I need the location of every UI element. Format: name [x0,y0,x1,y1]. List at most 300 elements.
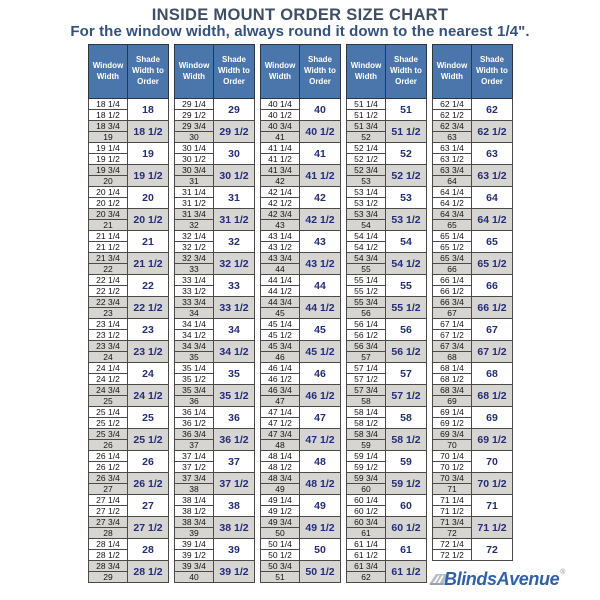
window-width-cell: 33 [175,264,214,275]
window-width-cell: 67 3/4 [433,341,472,352]
shade-width-cell: 58 1/2 [386,429,427,451]
shade-width-cell: 43 1/2 [300,253,341,275]
table-row [433,539,513,550]
brand-logo-text: BlindsAvenue [444,569,560,589]
window-width-cell: 66 1/4 [433,275,472,286]
size-table [88,44,169,583]
shade-width-cell: 51 [386,99,427,121]
table-row [261,165,341,176]
shade-width-cell: 59 1/2 [386,473,427,495]
table-row [175,363,255,374]
window-width-cell: 50 [261,528,300,539]
table-row [347,539,427,550]
window-width-cell: 54 3/4 [347,253,386,264]
table-row [175,165,255,176]
shade-width-cell: 32 1/2 [214,253,255,275]
shade-width-header: Shade Width to Order [128,45,169,99]
table-row [261,275,341,286]
table-row [347,473,427,484]
window-width-cell: 35 1/4 [175,363,214,374]
shade-width-cell: 54 [386,231,427,253]
window-width-cell: 63 1/4 [433,143,472,154]
window-width-cell: 31 1/2 [175,198,214,209]
shade-width-cell: 46 [300,363,341,385]
window-width-cell: 66 3/4 [433,297,472,308]
shade-width-cell: 55 [386,275,427,297]
table-row [89,407,169,418]
shade-width-cell: 45 1/2 [300,341,341,363]
shade-width-cell: 48 1/2 [300,473,341,495]
window-width-cell: 66 1/2 [433,286,472,297]
shade-width-cell: 57 1/2 [386,385,427,407]
table-row [347,561,427,572]
table-row [433,121,513,132]
window-width-cell: 68 [433,352,472,363]
window-width-cell: 55 1/4 [347,275,386,286]
table-row [175,231,255,242]
window-width-cell: 28 1/2 [89,550,128,561]
window-width-cell: 27 1/4 [89,495,128,506]
shade-width-cell: 20 1/2 [128,209,169,231]
shade-width-cell: 39 [214,539,255,561]
table-row [89,253,169,264]
table-row [89,209,169,220]
window-width-cell: 37 3/4 [175,473,214,484]
window-width-cell: 46 1/4 [261,363,300,374]
window-width-cell: 44 1/2 [261,286,300,297]
window-width-cell: 32 [175,220,214,231]
page-subtitle: For the window width, always round it down to the nearest 1/4". [70,23,530,40]
shade-width-cell: 21 [128,231,169,253]
shade-width-cell: 60 1/2 [386,517,427,539]
shade-width-cell: 18 [128,99,169,121]
shade-width-cell: 22 1/2 [128,297,169,319]
window-width-cell: 47 3/4 [261,429,300,440]
window-width-cell: 29 1/4 [175,99,214,110]
window-width-cell: 22 3/4 [89,297,128,308]
shade-width-cell: 51 1/2 [386,121,427,143]
window-width-cell: 42 3/4 [261,209,300,220]
window-width-cell: 60 1/4 [347,495,386,506]
window-width-cell: 38 1/4 [175,495,214,506]
window-width-cell: 49 3/4 [261,517,300,528]
window-width-cell: 57 1/4 [347,363,386,374]
window-width-cell: 62 3/4 [433,121,472,132]
window-width-cell: 40 [175,572,214,583]
window-width-cell: 43 [261,220,300,231]
window-width-cell: 45 [261,308,300,319]
window-width-cell: 45 1/4 [261,319,300,330]
shade-width-cell: 28 1/2 [128,561,169,583]
window-width-cell: 64 1/4 [433,187,472,198]
table-row [89,165,169,176]
shade-width-cell: 65 1/2 [472,253,513,275]
shade-width-cell: 61 1/2 [386,561,427,583]
page-title: INSIDE MOUNT ORDER SIZE CHART [151,6,449,24]
window-width-cell: 57 3/4 [347,385,386,396]
window-width-header: Window Width [89,45,128,99]
window-width-cell: 28 [89,528,128,539]
table-row [175,341,255,352]
window-width-cell: 54 1/4 [347,231,386,242]
window-width-cell: 68 1/2 [433,374,472,385]
shade-width-cell: 29 [214,99,255,121]
window-width-cell: 35 [175,352,214,363]
shade-width-cell: 49 [300,495,341,517]
window-width-cell: 39 3/4 [175,561,214,572]
window-width-cell: 31 1/4 [175,187,214,198]
table-row [175,121,255,132]
shade-width-cell: 30 [214,143,255,165]
window-width-cell: 58 [347,396,386,407]
header-row [347,45,427,99]
window-width-cell: 25 [89,396,128,407]
window-width-cell: 49 1/2 [261,506,300,517]
window-width-cell: 53 [347,176,386,187]
window-width-cell: 67 [433,308,472,319]
window-width-cell: 58 1/2 [347,418,386,429]
table-row [261,231,341,242]
shade-width-cell: 33 1/2 [214,297,255,319]
window-width-cell: 39 [175,528,214,539]
window-width-cell: 71 1/2 [433,506,472,517]
shade-width-cell: 70 1/2 [472,473,513,495]
table-row [261,99,341,110]
window-width-cell: 67 1/4 [433,319,472,330]
shade-width-cell: 19 1/2 [128,165,169,187]
table-row [89,143,169,154]
window-width-cell: 43 1/4 [261,231,300,242]
table-row [175,275,255,286]
shade-width-cell: 67 1/2 [472,341,513,363]
table-row [433,143,513,154]
table-row [89,495,169,506]
table-row [347,99,427,110]
shade-width-cell: 57 [386,363,427,385]
window-width-cell: 19 1/2 [89,154,128,165]
shade-width-cell: 63 [472,143,513,165]
shade-width-cell: 66 [472,275,513,297]
shade-width-cell: 24 1/2 [128,385,169,407]
window-width-cell: 45 3/4 [261,341,300,352]
table-row [175,561,255,572]
table-row [347,407,427,418]
shade-width-cell: 32 [214,231,255,253]
table-row [261,517,341,528]
table-row [175,99,255,110]
window-width-cell: 34 3/4 [175,341,214,352]
table-row [347,341,427,352]
window-width-cell: 21 [89,220,128,231]
window-width-cell: 42 [261,176,300,187]
window-width-cell: 46 3/4 [261,385,300,396]
window-width-cell: 57 1/2 [347,374,386,385]
shade-width-cell: 52 [386,143,427,165]
window-width-cell: 60 3/4 [347,517,386,528]
window-width-cell: 44 [261,264,300,275]
shade-width-header: Shade Width to Order [386,45,427,99]
table-row [261,407,341,418]
window-width-cell: 39 1/2 [175,550,214,561]
table-row [175,429,255,440]
shade-width-cell: 63 1/2 [472,165,513,187]
shade-width-cell: 40 1/2 [300,121,341,143]
window-width-cell: 51 1/4 [347,99,386,110]
table-row [261,451,341,462]
window-width-cell: 53 1/4 [347,187,386,198]
window-width-cell: 18 1/2 [89,110,128,121]
shade-width-cell: 27 [128,495,169,517]
table-row [89,473,169,484]
table-row [261,253,341,264]
window-width-cell: 69 1/4 [433,407,472,418]
window-width-cell: 30 1/2 [175,154,214,165]
table-row [347,385,427,396]
shade-width-cell: 24 [128,363,169,385]
shade-width-cell: 70 [472,451,513,473]
window-width-cell: 48 3/4 [261,473,300,484]
window-width-cell: 41 1/4 [261,143,300,154]
shade-width-cell: 21 1/2 [128,253,169,275]
shade-width-cell: 44 1/2 [300,297,341,319]
window-width-cell: 38 [175,484,214,495]
shade-width-cell: 50 [300,539,341,561]
window-width-cell: 58 3/4 [347,429,386,440]
table-row [261,539,341,550]
window-width-cell: 32 1/2 [175,242,214,253]
window-width-cell: 26 [89,440,128,451]
window-width-cell: 43 1/2 [261,242,300,253]
shade-width-cell: 68 [472,363,513,385]
window-width-cell: 19 [89,132,128,143]
window-width-cell: 59 1/2 [347,462,386,473]
shade-width-cell: 69 [472,407,513,429]
shade-width-cell: 52 1/2 [386,165,427,187]
table-row [347,495,427,506]
window-width-cell: 46 [261,352,300,363]
shade-width-header: Shade Width to Order [214,45,255,99]
brand-logo [426,569,565,593]
table-row [261,385,341,396]
registered-mark: ® [560,569,566,576]
window-width-cell: 30 1/4 [175,143,214,154]
window-width-cell: 23 [89,308,128,319]
shade-width-cell: 38 [214,495,255,517]
window-width-cell: 52 3/4 [347,165,386,176]
window-width-cell: 50 1/2 [261,550,300,561]
window-width-cell: 42 1/4 [261,187,300,198]
shade-width-cell: 46 1/2 [300,385,341,407]
shade-width-cell: 69 1/2 [472,429,513,451]
window-width-cell: 30 3/4 [175,165,214,176]
shade-width-cell: 42 1/2 [300,209,341,231]
window-width-cell: 47 1/4 [261,407,300,418]
window-width-cell: 59 [347,440,386,451]
shade-width-cell: 26 1/2 [128,473,169,495]
shade-width-cell: 37 1/2 [214,473,255,495]
table-row [433,253,513,264]
window-width-cell: 42 1/2 [261,198,300,209]
table-row [175,451,255,462]
table-row [433,297,513,308]
shade-width-cell: 41 1/2 [300,165,341,187]
size-table [432,44,513,561]
header-row [89,45,169,99]
window-width-cell: 59 1/4 [347,451,386,462]
shade-width-cell: 37 [214,451,255,473]
window-width-cell: 58 1/4 [347,407,386,418]
window-width-cell: 34 [175,308,214,319]
window-width-cell: 65 3/4 [433,253,472,264]
window-width-cell: 65 1/4 [433,231,472,242]
table-row [433,473,513,484]
table-row [347,275,427,286]
table-row [347,451,427,462]
table-row [433,231,513,242]
window-width-cell: 48 [261,440,300,451]
window-width-cell: 48 1/4 [261,451,300,462]
window-width-cell: 64 [433,176,472,187]
window-width-cell: 51 [261,572,300,583]
table-row [261,209,341,220]
window-width-cell: 35 3/4 [175,385,214,396]
shade-width-cell: 60 [386,495,427,517]
window-width-header: Window Width [347,45,386,99]
window-width-cell: 55 [347,264,386,275]
shade-width-cell: 25 [128,407,169,429]
window-width-cell: 44 1/4 [261,275,300,286]
shade-width-cell: 18 1/2 [128,121,169,143]
table-row [347,319,427,330]
table-row [433,363,513,374]
window-width-cell: 56 [347,308,386,319]
window-width-cell: 61 3/4 [347,561,386,572]
window-width-cell: 69 3/4 [433,429,472,440]
table-row [89,231,169,242]
table-row [175,297,255,308]
shade-width-cell: 47 1/2 [300,429,341,451]
table-row [261,495,341,506]
window-width-cell: 32 3/4 [175,253,214,264]
window-width-cell: 22 [89,264,128,275]
table-row [433,99,513,110]
window-width-cell: 51 3/4 [347,121,386,132]
window-width-cell: 26 1/4 [89,451,128,462]
window-width-cell: 30 [175,132,214,143]
shade-width-cell: 50 1/2 [300,561,341,583]
table-row [89,187,169,198]
table-row [175,539,255,550]
shade-width-cell: 43 [300,231,341,253]
header-row [433,45,513,99]
table-row [261,429,341,440]
shade-width-cell: 33 [214,275,255,297]
table-row [433,407,513,418]
table-row [175,187,255,198]
window-width-header: Window Width [175,45,214,99]
table-row [89,539,169,550]
window-width-cell: 20 3/4 [89,209,128,220]
shade-width-cell: 34 [214,319,255,341]
table-row [261,561,341,572]
window-width-cell: 68 1/4 [433,363,472,374]
shade-width-cell: 62 [472,99,513,121]
window-width-cell: 71 [433,484,472,495]
window-width-cell: 69 1/2 [433,418,472,429]
window-width-cell: 27 1/2 [89,506,128,517]
shade-width-cell: 58 [386,407,427,429]
window-width-cell: 51 1/2 [347,110,386,121]
window-width-cell: 56 1/4 [347,319,386,330]
window-width-cell: 45 1/2 [261,330,300,341]
window-width-cell: 34 1/4 [175,319,214,330]
window-width-cell: 49 1/4 [261,495,300,506]
header-row [175,45,255,99]
window-width-cell: 52 [347,132,386,143]
table-row [261,363,341,374]
window-width-cell: 31 [175,176,214,187]
window-width-cell: 23 1/4 [89,319,128,330]
window-width-cell: 26 3/4 [89,473,128,484]
shade-width-cell: 47 [300,407,341,429]
table-row [347,121,427,132]
table-row [347,231,427,242]
window-width-cell: 22 1/4 [89,275,128,286]
window-width-cell: 66 [433,264,472,275]
window-width-cell: 21 3/4 [89,253,128,264]
window-width-cell: 53 3/4 [347,209,386,220]
window-width-cell: 18 3/4 [89,121,128,132]
shade-width-cell: 41 [300,143,341,165]
window-width-cell: 25 1/2 [89,418,128,429]
shade-width-cell: 54 1/2 [386,253,427,275]
window-width-cell: 61 1/4 [347,539,386,550]
window-width-cell: 19 1/4 [89,143,128,154]
table-row [347,165,427,176]
window-width-cell: 34 1/2 [175,330,214,341]
window-width-cell: 52 1/4 [347,143,386,154]
window-width-cell: 25 3/4 [89,429,128,440]
window-width-cell: 43 3/4 [261,253,300,264]
window-width-cell: 52 1/2 [347,154,386,165]
shade-width-cell: 28 [128,539,169,561]
window-width-cell: 71 1/4 [433,495,472,506]
window-width-cell: 56 1/2 [347,330,386,341]
window-width-cell: 21 1/4 [89,231,128,242]
shade-width-cell: 36 1/2 [214,429,255,451]
window-width-cell: 37 [175,440,214,451]
window-width-cell: 54 1/2 [347,242,386,253]
window-width-cell: 24 1/4 [89,363,128,374]
shade-width-cell: 66 1/2 [472,297,513,319]
size-table [174,44,255,583]
window-width-cell: 67 1/2 [433,330,472,341]
table-row [175,209,255,220]
window-width-cell: 65 1/2 [433,242,472,253]
table-row [347,517,427,528]
shade-width-cell: 45 [300,319,341,341]
window-width-cell: 68 3/4 [433,385,472,396]
window-width-cell: 59 3/4 [347,473,386,484]
table-row [89,561,169,572]
table-row [89,99,169,110]
table-row [433,451,513,462]
shade-width-cell: 26 [128,451,169,473]
table-row [347,253,427,264]
window-width-cell: 60 1/2 [347,506,386,517]
table-row [89,517,169,528]
size-table [346,44,427,583]
